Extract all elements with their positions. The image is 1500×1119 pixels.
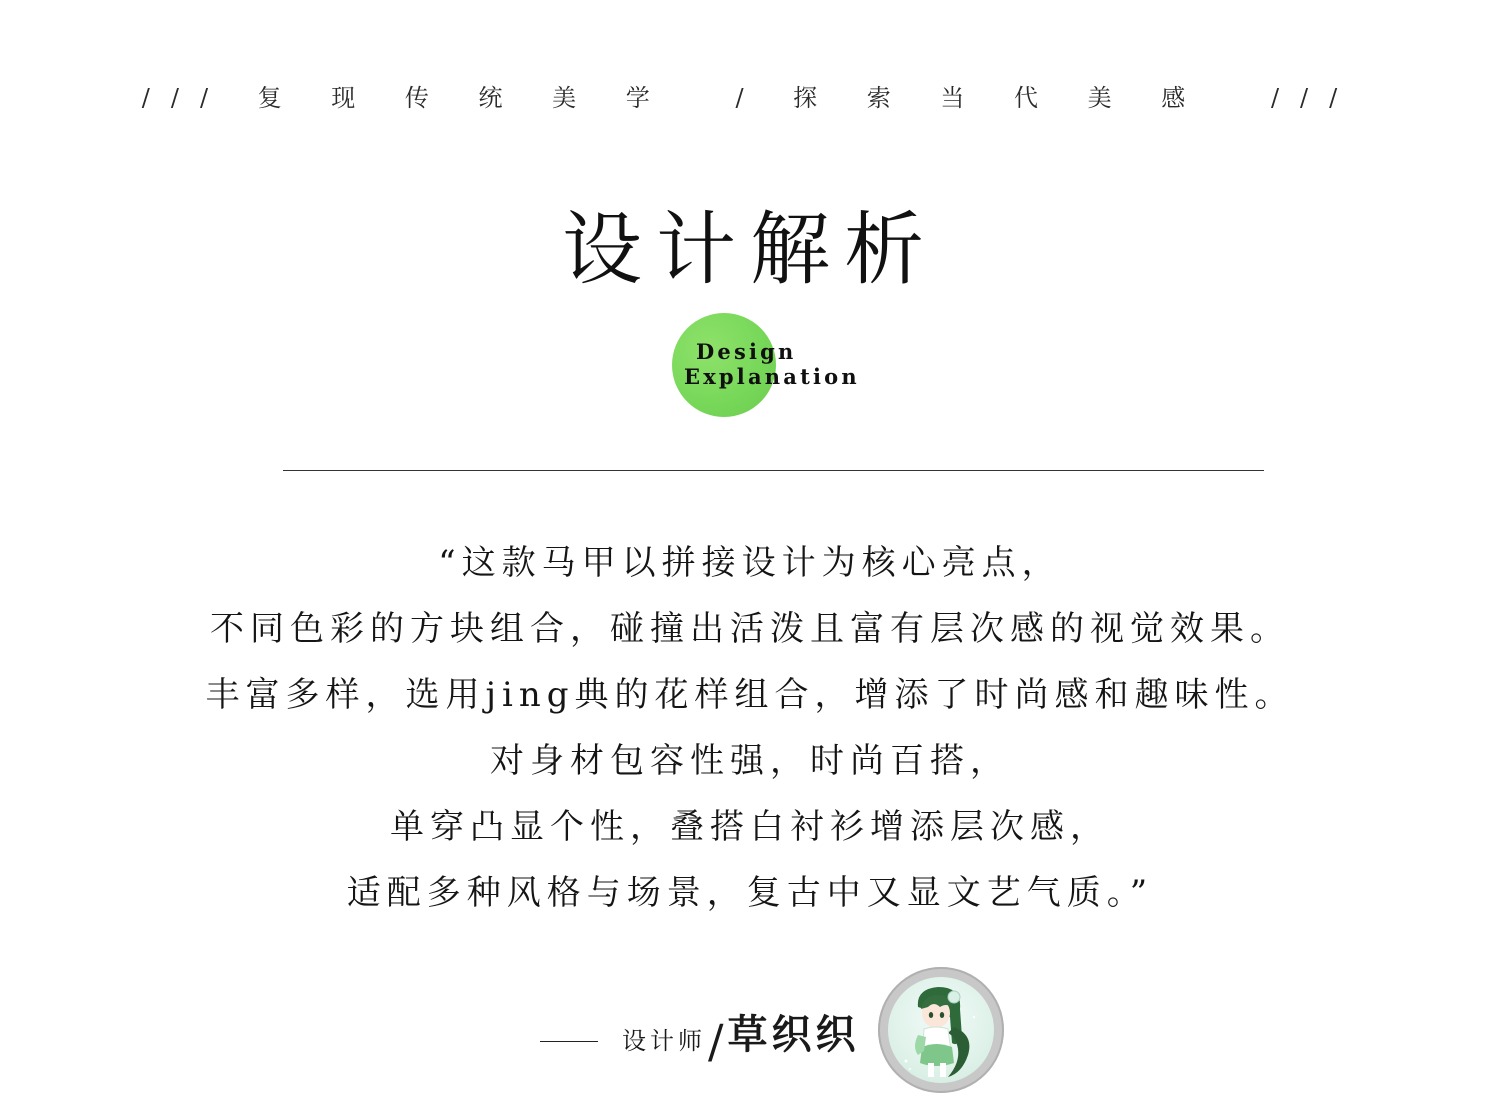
description-line: 适配多种风格与场景，复古中又显文艺气质。” xyxy=(346,873,1154,913)
tagline xyxy=(0,78,1500,113)
description-line: 对身材包容性强，时尚百搭， xyxy=(490,741,1010,781)
designer-signature xyxy=(540,1010,860,1070)
badge-line-1: Design xyxy=(696,339,797,364)
designer-role: 设计师 xyxy=(622,1027,706,1055)
anime-girl-avatar-icon xyxy=(888,977,994,1083)
description-line: 单穿凸显个性，叠搭白衬衫增添层次感， xyxy=(390,807,1110,847)
signature-dash xyxy=(540,1041,598,1042)
page-title: 设计解析 xyxy=(562,203,938,296)
badge-label xyxy=(684,339,860,389)
designer-name: 草织织 xyxy=(727,1011,860,1058)
tagline-right: /// xyxy=(1270,84,1359,112)
tagline-mid: / 探 索 当 代 美 感 xyxy=(735,84,1207,112)
divider-line xyxy=(283,470,1264,471)
design-description xyxy=(0,530,1500,926)
badge-line-2: Explanation xyxy=(684,364,860,389)
description-line: “这款马甲以拼接设计为核心亮点， xyxy=(438,543,1062,583)
tagline-left: /// 复 现 传 统 美 学 xyxy=(141,84,671,112)
description-line: 丰富多样，选用jing典的花样组合，增添了时尚感和趣味性。 xyxy=(205,675,1295,715)
signature-slash: / xyxy=(708,1014,724,1068)
designer-avatar xyxy=(878,967,1004,1093)
description-line: 不同色彩的方块组合，碰撞出活泼且富有层次感的视觉效果。 xyxy=(210,609,1290,649)
